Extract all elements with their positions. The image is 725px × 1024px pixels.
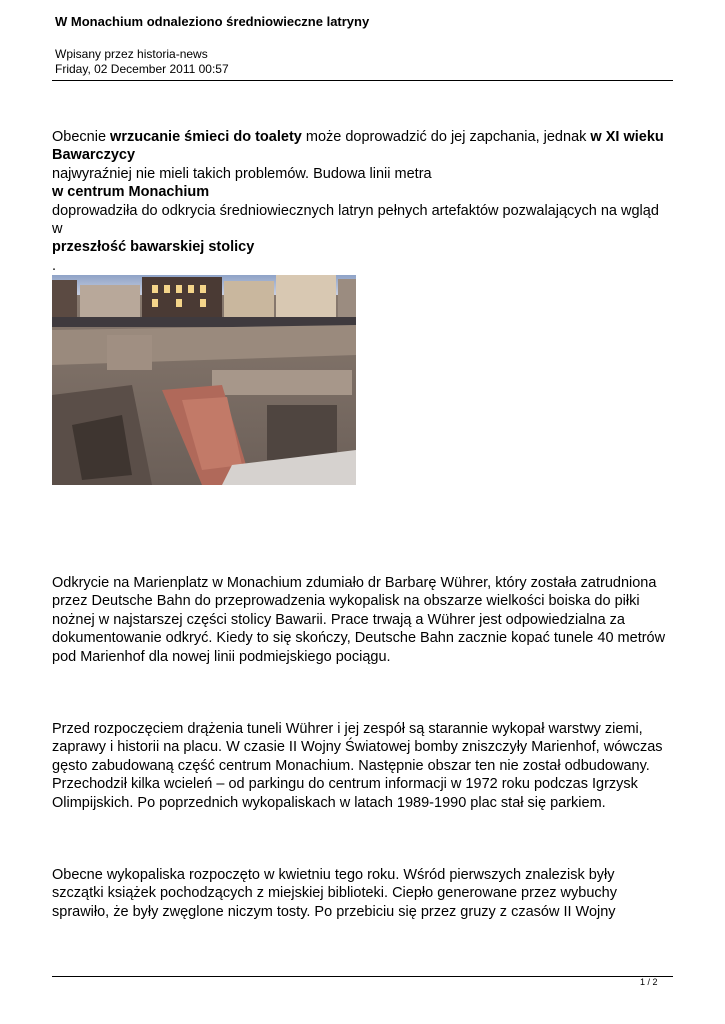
- paragraph-line: szczątki książek pochodzących z miejskiej biblioteki. Ciepło generowane przez wybuchy: [52, 885, 617, 902]
- paragraph-line: Odkrycie na Marienplatz w Monachium zdumiało dr Barbarę Wührer, który została zatrudniona: [52, 575, 657, 591]
- paragraph-line: gęsto zabudowaną część centrum Monachium. Następnie obszar ten nie został odbudowany.: [52, 757, 650, 774]
- body-paragraph: [52, 866, 677, 921]
- body-paragraph: [52, 574, 677, 666]
- footer-divider: [52, 976, 673, 977]
- paragraph-line: Przechodził kilka wcieleń – od parkingu do centrum informacji w 1972 roku podczas Igrzysk: [52, 776, 638, 793]
- intro-line-3: najwyraźniej nie mieli takich problemów. Budowa linii metra: [52, 165, 432, 182]
- paragraph-line: Przed rozpoczęciem drążenia tuneli Wührer i jej zespół są starannie wykopał warstwy ziemi,: [52, 721, 643, 737]
- author-line: Wpisany przez historia-news: [55, 47, 208, 61]
- intro-line-1: [52, 128, 677, 146]
- excavation-photo: [52, 275, 356, 485]
- header-divider: [52, 80, 673, 81]
- intro-line-6: w: [52, 221, 63, 238]
- paragraph-line: nożnej w najstarszej części stolicy Bawarii. Prace trwają a Wührer jest odpowiedzialna za: [52, 611, 625, 628]
- intro-text: Obecnie: [52, 129, 111, 145]
- paragraph-line: przez Deutsche Bahn do przeprowadzenia wykopalisk na obszarze wielkości boiska do piłki: [52, 593, 640, 610]
- intro-bold-text: w XI wieku: [590, 129, 664, 145]
- intro-line-5: doprowadziła do odkrycia średniowiecznych latryn pełnych artefaktów pozwalających na wgląd: [52, 202, 659, 219]
- intro-bold-text: wrzucanie śmieci do toalety: [110, 129, 302, 145]
- intro-line-4: w centrum Monachium: [52, 184, 210, 201]
- paragraph-line: pod Marienhof dla nowej linii podmiejskiego pociągu.: [52, 648, 391, 665]
- paragraph-line: Obecne wykopaliska rozpoczęto w kwietniu tego roku. Wśród pierwszych znalezisk były: [52, 867, 615, 883]
- page-title: W Monachium odnaleziono średniowieczne latryny: [55, 14, 370, 29]
- paragraph-line: zaprawy i historii na placu. W czasie II Wojny Światowej bomby zniszczyły Marienhof, wówczas: [52, 739, 663, 756]
- intro-paragraph: [52, 128, 677, 275]
- date-line: Friday, 02 December 2011 00:57: [55, 62, 229, 76]
- intro-line-2: Bawarczycy: [52, 147, 136, 164]
- paragraph-line: sprawiło, że były zwęglone niczym tosty. Po przebiciu się przez gruzy z czasów II Wojny: [52, 903, 616, 920]
- page-number: 1 / 2: [640, 977, 658, 987]
- intro-line-7: przeszłość bawarskiej stolicy: [52, 239, 255, 256]
- article-meta: [55, 47, 229, 77]
- paragraph-line: Olimpijskich. Po poprzednich wykopaliskach w latach 1989-1990 plac stał się parkiem.: [52, 794, 606, 811]
- intro-line-8: .: [52, 257, 57, 274]
- body-paragraph: [52, 720, 677, 812]
- paragraph-line: dokumentowanie odkryć. Kiedy to się skończy, Deutsche Bahn zacznie kopać tunele 40 metrów: [52, 630, 666, 647]
- intro-text: może doprowadzić do jej zapchania, jednak: [301, 129, 591, 145]
